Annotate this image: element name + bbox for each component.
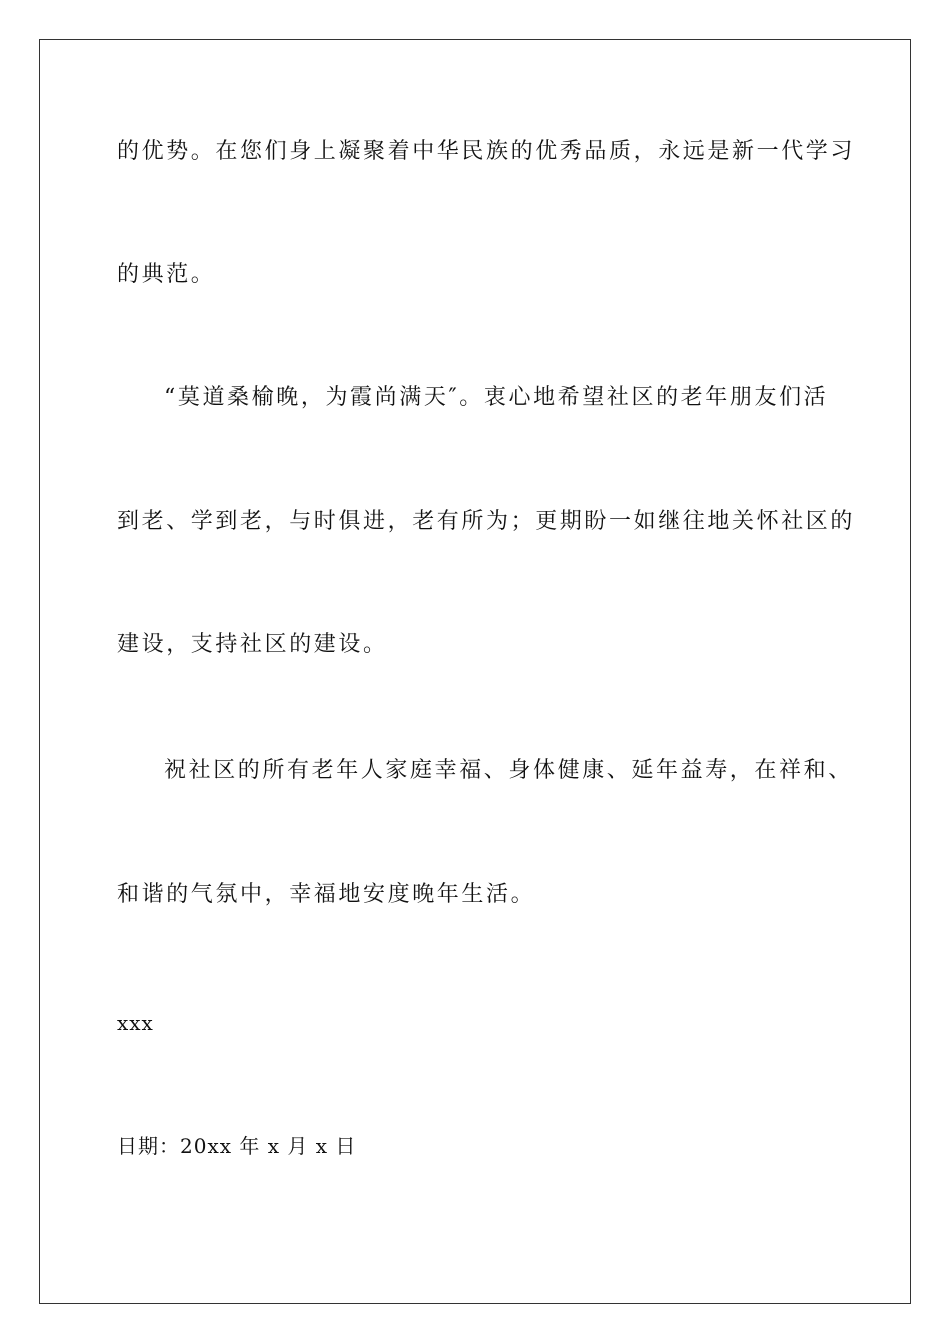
body-text-line: 到老、学到老，与时俱进，老有所为；更期盼一如继往地关怀社区的 [117, 509, 856, 534]
body-text-line: 的优势。在您们身上凝聚着中华民族的优秀品质，永远是新一代学习 [117, 139, 856, 164]
body-text-line: 的典范。 [117, 262, 216, 287]
date-line: 日期：20xx 年 x 月 x 日 [117, 1134, 357, 1158]
signature: xxx [117, 1011, 154, 1035]
paragraph-start-line: 祝社区的所有老年人家庭幸福、身体健康、延年益寿，在祥和、 [164, 758, 853, 783]
paragraph-start-line: “莫道桑榆晚，为霞尚满天″。衷心地希望社区的老年朋友们活 [164, 385, 829, 410]
body-text-line: 建设，支持社区的建设。 [117, 632, 388, 657]
page-frame [39, 39, 911, 1304]
body-text-line: 和谐的气氛中，幸福地安度晚年生活。 [117, 882, 536, 907]
